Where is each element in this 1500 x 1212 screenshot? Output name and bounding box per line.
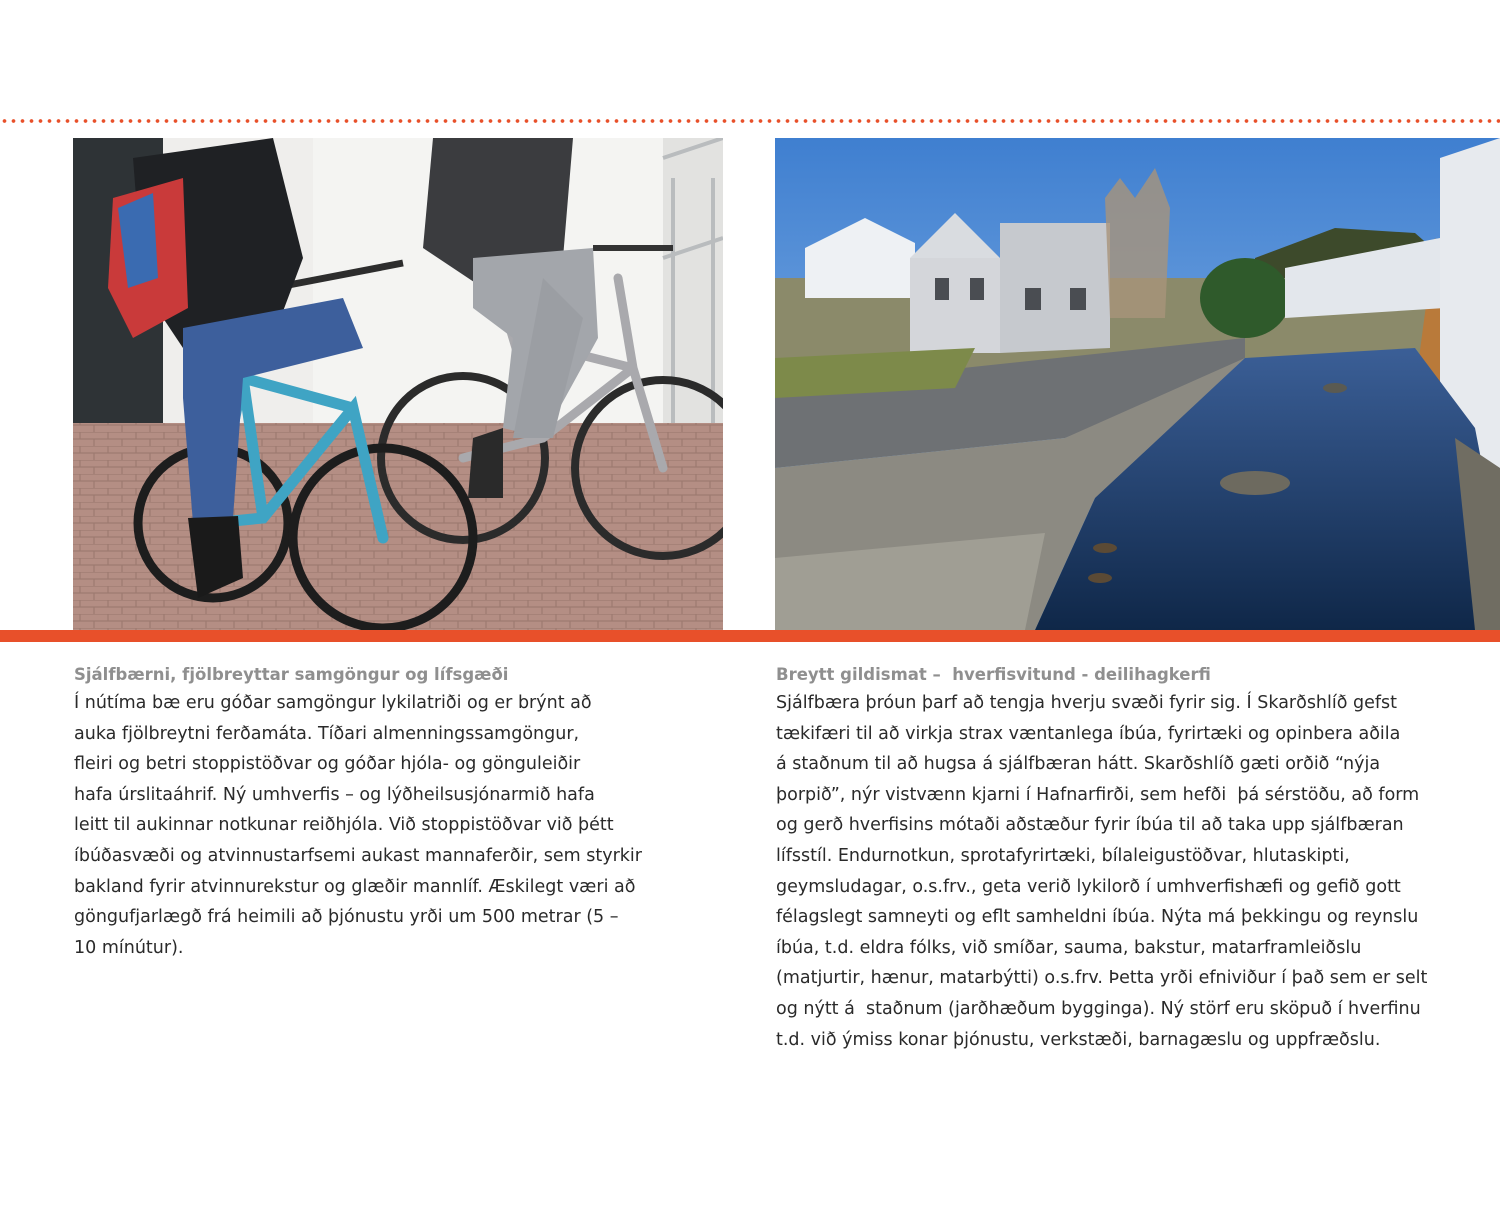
right-column [776, 662, 1476, 1055]
text-line: 10 mínútur). [74, 937, 184, 958]
text-line: íbúðasvæði og atvinnustarfsemi aukast mannaferðir, sem styrkir [74, 845, 642, 866]
text-line: bakland fyrir atvinnurekstur og glæðir mannlíf. Æskilegt væri að [74, 876, 636, 897]
text-line: fleiri og betri stoppistöðvar og góðar hjóla- og gönguleiðir [74, 754, 581, 775]
text-line: geymsludagar, o.s.frv., geta verið lykilorð í umhverfishæfi og gefið gott [776, 876, 1401, 897]
text-line: göngufjarlægð frá heimili að þjónustu yrði um 500 metrar (5 – [74, 907, 619, 928]
text-line: félagslegt samneyti og eflt samheldni íbúa. Nýta má þekkingu og reynslu [776, 907, 1419, 928]
text-line: og gerð hverfisins mótaði aðstæður fyrir íbúa til að taka upp sjálfbæran [776, 815, 1404, 836]
text-line: og nýtt á staðnum (jarðhæðum bygginga). Ný störf eru sköpuð í hverfinu [776, 998, 1421, 1019]
text-line: á staðnum til að hugsa á sjálfbæran hátt. Skarðshlíð gæti orðið “nýja [776, 754, 1381, 775]
text-line: þorpið”, nýr vistvænn kjarni í Hafnarfirði, sem hefði þá sérstöðu, að form [776, 784, 1420, 805]
text-line: leitt til aukinnar notkunar reiðhjóla. Við stoppistöðvar við þétt [74, 815, 614, 836]
right-paragraph [776, 688, 1476, 1055]
left-heading: Sjálfbærni, fjölbreyttar samgöngur og lífsgæði [74, 665, 509, 684]
text-line: tækifæri til að virkja strax væntanlega íbúa, fyrirtæki og opinbera aðila [776, 723, 1401, 744]
text-line: t.d. við ýmiss konar þjónustu, verkstæði, barnagæslu og uppfræðslu. [776, 1029, 1381, 1050]
text-line: (matjurtir, hænur, matarbýtti) o.s.frv. Þetta yrði efniviður í það sem er selt [776, 968, 1428, 989]
text-line: íbúa, t.d. eldra fólks, við smíðar, sauma, bakstur, matarframleiðslu [776, 937, 1362, 958]
dotted-divider [0, 118, 1500, 124]
right-heading: Breytt gildismat – hverfisvitund - deilihagkerfi [776, 665, 1211, 684]
photo-children-cycling [73, 138, 723, 630]
text-line: Í nútíma bæ eru góðar samgöngur lykilatriði og er brýnt að [74, 693, 592, 713]
text-line: Sjálfbæra þróun þarf að tengja hverju svæði fyrir sig. Í Skarðshlíð gefst [776, 693, 1398, 713]
text-line: auka fjölbreytni ferðamáta. Tíðari almenningssamgöngur, [74, 723, 580, 744]
left-paragraph [74, 688, 674, 963]
accent-bar [0, 630, 1500, 642]
left-column [74, 662, 674, 963]
photo-town-stream [775, 138, 1500, 630]
text-line: lífsstíl. Endurnotkun, sprotafyrirtæki, bílaleigustöðvar, hlutaskipti, [776, 845, 1350, 866]
text-line: hafa úrslitaáhrif. Ný umhverfis – og lýðheilsusjónarmið hafa [74, 784, 595, 805]
